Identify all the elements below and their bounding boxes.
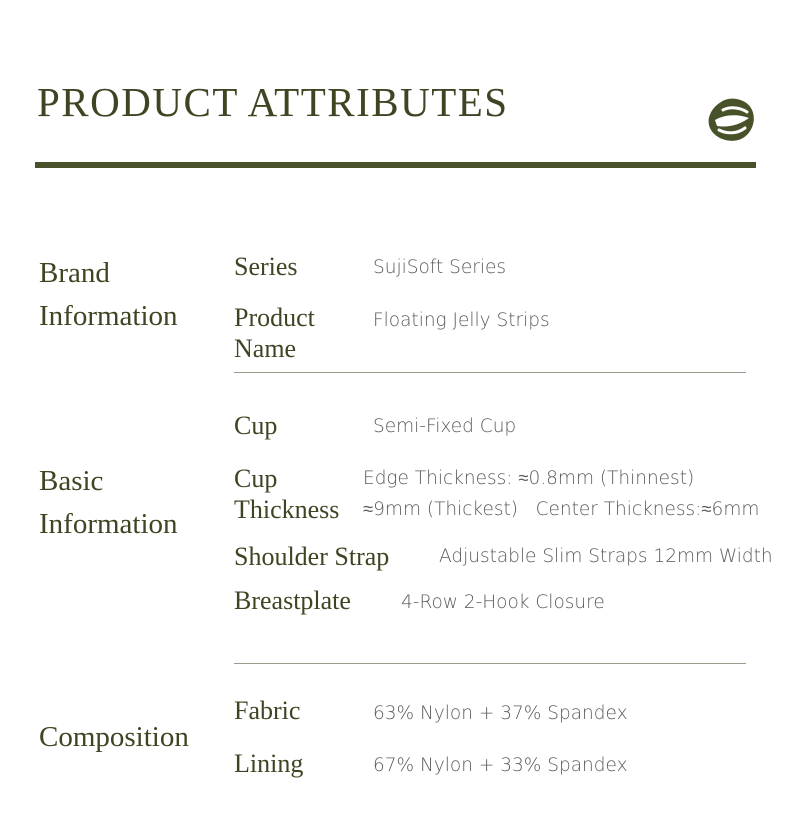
label-line: Product [234,303,315,332]
attribute-value-product-name: Floating Jelly Strips [373,310,550,331]
attribute-label-cup: Cup [234,411,278,440]
label-line: Name [234,334,297,363]
attribute-value-lining: 67% Nylon + 33% Spandex [373,755,628,776]
section-divider [234,372,746,373]
group-label-composition [39,716,189,759]
group-label-line: Brand [39,257,110,289]
leaf-emblem-icon [705,94,757,144]
attribute-value-series: SujiSoft Series [373,257,507,278]
attribute-value-cup: Semi-Fixed Cup [373,416,517,437]
page-title: PRODUCT ATTRIBUTES [37,79,509,125]
attribute-value-fabric: 63% Nylon + 37% Spandex [373,703,628,724]
section-divider [234,663,746,664]
attribute-label-fabric: Fabric [234,696,301,725]
group-label-line: Information [39,300,178,332]
label-line: Cup [234,464,278,493]
group-label-line: Composition [39,721,189,753]
attribute-label-lining: Lining [234,749,304,778]
title-underline [35,162,756,168]
attribute-label-breastplate: Breastplate [234,586,351,615]
attribute-value-center-thickness: ≈9mm (Thickest) Center Thickness:≈6mm [363,499,760,520]
attribute-value-edge-thickness: Edge Thickness: ≈0.8mm (Thinnest) [363,468,695,489]
attribute-label-product-name [234,302,315,364]
group-label-basic-information [39,460,178,546]
attribute-label-shoulder-strap: Shoulder Strap [234,542,390,571]
group-label-brand-information [39,252,178,338]
label-line: Thickness [234,495,340,524]
group-label-line: Basic [39,465,104,497]
attribute-label-series: Series [234,252,298,281]
group-label-line: Information [39,508,178,540]
attribute-label-cup-thickness [234,463,339,525]
attribute-value-shoulder-strap: Adjustable Slim Straps 12mm Width [439,546,773,567]
attribute-value-breastplate: 4-Row 2-Hook Closure [401,592,605,613]
